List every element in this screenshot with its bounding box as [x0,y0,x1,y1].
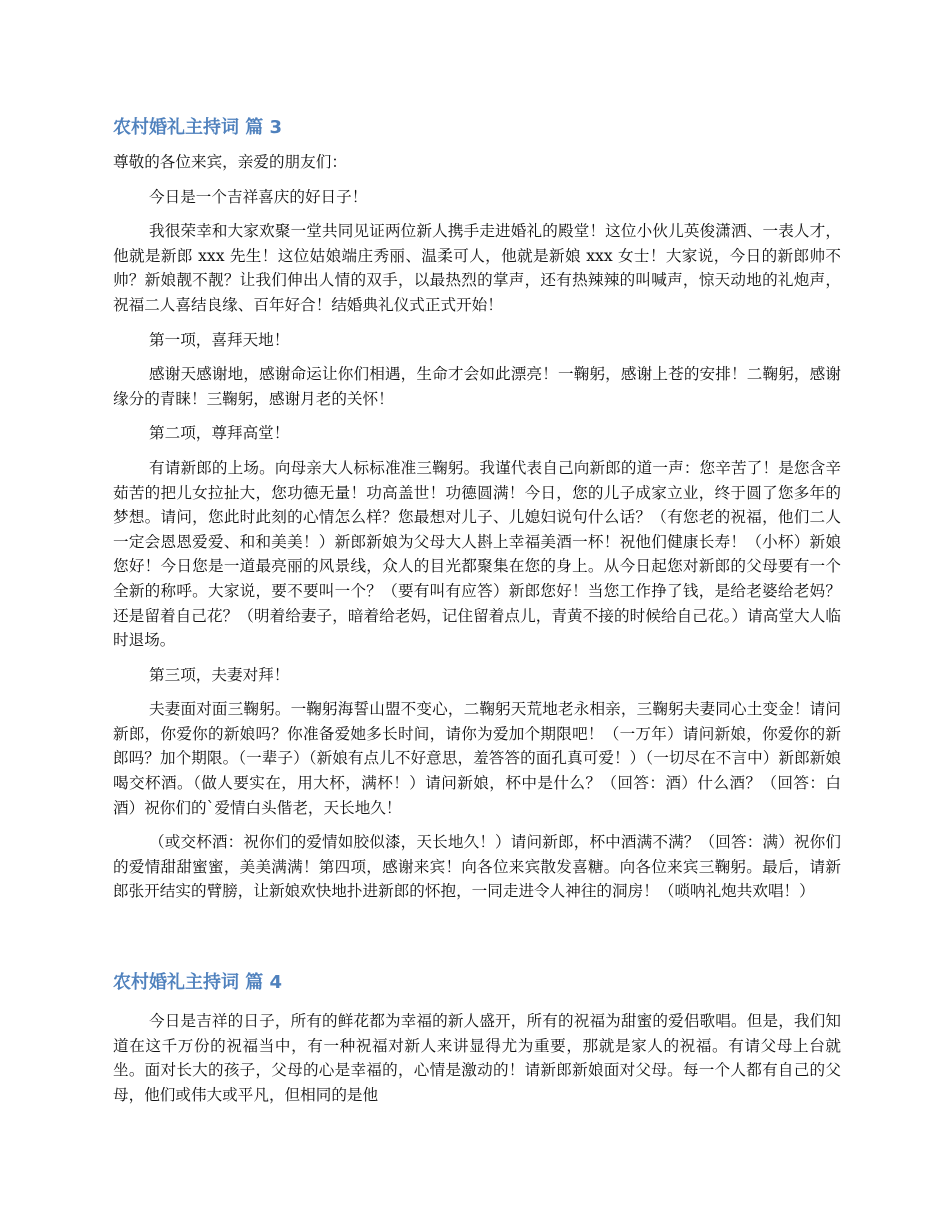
item-two-paragraph: 有请新郎的上场。向母亲大人标标准准三鞠躬。我谨代表自己向新郎的道一声：您辛苦了！是您含辛茹苦的把儿女拉扯大，您功德无量！功高盖世！功德圆满！今日，您的儿子成家立业，终于圆了您多年的梦想。请问，您此时此刻的心情怎么样？您最想对儿子、儿媳妇说句什么话？（有您老的祝福，他们二人一定会恩恩爱爱、和和美美！）新郎新娘为父母大人斟上幸福美酒一杯！祝他们健康长寿！（小杯）新娘您好！今日您是一道最亮丽的风景线，众人的目光都聚集在您的身上。从今日起您对新郎的父母要有一个全新的称呼。大家说，要不要叫一个？（要有叫有应答）新郎您好！当您工作挣了钱，是给老婆给老妈？还是留着自己花？（明着给妻子，暗着给老妈，记住留着点儿，青黄不接的时候给自己花。）请高堂大人临时退场。 [113,458,841,650]
item-one-paragraph: 感谢天感谢地，感谢命运让你们相遇，生命才会如此漂亮！一鞠躬，感谢上苍的安排！二鞠躬，感谢缘分的青睐！三鞠躬，感谢月老的关怀！ [113,365,841,408]
item-three-heading: 第三项，夫妻对拜！ [149,665,290,684]
section-body-3 [113,150,841,904]
section-heading-4: 农村婚礼主持词 篇 4 [113,972,283,993]
section-body-4 [113,1009,841,1107]
item-two-heading: 第二项，尊拜高堂！ [149,424,290,443]
section-four-paragraph: 今日是吉祥的日子，所有的鲜花都为幸福的新人盛开，所有的祝福为甜蜜的爱侣歌唱。但是，我们知道在这千万份的祝福当中，有一种祝福对新人来讲显得尤为重要，那就是家人的祝福。有请父母上台就坐。面对长大的孩子，父母的心是幸福的，心情是激动的！请新郎新娘面对父母。每一个人都有自己的父母，他们或伟大或平凡，但相同的是他 [113,1012,841,1104]
salutation-paragraph: 尊敬的各位来宾，亲爱的朋友们： [113,153,347,171]
section-heading-3: 农村婚礼主持词 篇 3 [113,117,283,138]
opening-paragraph: 今日是一个吉祥喜庆的好日子！ [149,187,368,206]
item-one-heading: 第一项，喜拜天地！ [149,330,290,349]
item-three-paragraph: 夫妻面对面三鞠躬。一鞠躬海誓山盟不变心，二鞠躬天荒地老永相亲，三鞠躬夫妻同心土变金！请问新郎，你爱你的新娘吗？你准备爱她多长时间，请你为爱加个期限吧！（一万年）请问新娘，你爱你的新郎吗？加个期限。（一辈子）（新娘有点儿不好意思，羞答答的面孔真可爱！）（一切尽在不言中）新郎新娘喝交杯酒。（做人要实在，用大杯，满杯！）请问新娘，杯中是什么？（回答：酒）什么酒？（回答：白酒）祝你们的`爱情白头偕老，天长地久！ [113,700,841,817]
closing-paragraph: （或交杯酒：祝你们的爱情如胶似漆，天长地久！）请问新郎，杯中酒满不满？（回答：满）祝你们的爱情甜甜蜜蜜，美美满满！第四项，感谢来宾！向各位来宾散发喜糖。向各位来宾三鞠躬。最后，请新郎张开结实的臂膀，让新娘欢快地扑进新郎的怀抱，一同走进令人神往的洞房！（唢呐礼炮共欢唱！） [113,833,841,901]
introduction-paragraph: 我很荣幸和大家欢聚一堂共同见证两位新人携手走进婚礼的殿堂！这位小伙儿英俊潇洒、一表人才，他就是新郎 xxx 先生！这位姑娘端庄秀丽、温柔可人，他就是新娘 xxx 女士！大家说，今日的新郎帅不帅？新娘靓不靓？让我们伸出人情的双手，以最热烈的掌声，还有热辣辣的叫喊声，惊天动地的礼炮声，祝福二人喜结良缘、百年好合！结婚典礼仪式正式开始！ [113,222,841,314]
